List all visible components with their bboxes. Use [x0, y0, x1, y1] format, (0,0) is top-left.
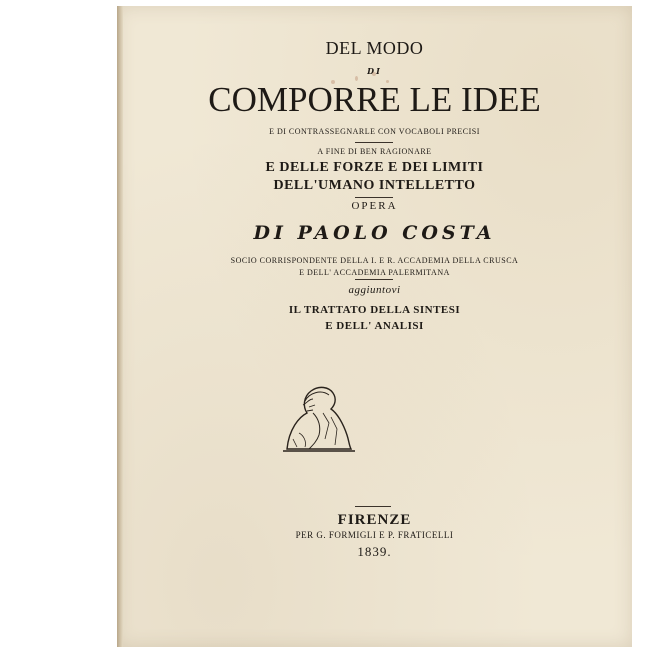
affiliation-line-1: SOCIO CORRISPONDENTE DELLA I. E R. ACCADEMIA DELLA CRUSCA	[230, 256, 519, 265]
aggiuntovi-label: aggiuntovi	[348, 284, 401, 296]
foxing-spot	[386, 80, 389, 83]
divider-rule	[355, 142, 393, 143]
foxing-spot	[372, 72, 376, 76]
dante-portrait-icon	[279, 383, 359, 455]
main-title: COMPORRE LE IDEE	[208, 80, 541, 119]
subtitle-line-1: E DI CONTRASSEGNARLE CON VOCABOLI PRECISI	[269, 127, 480, 136]
foxing-spot	[331, 80, 335, 84]
divider-rule	[355, 197, 393, 198]
subtitle-line-2: A FINE DI BEN RAGIONARE	[317, 147, 432, 156]
divider-rule	[355, 506, 391, 507]
foxing-spot	[355, 76, 358, 81]
supplement-line-2: E DELL' ANALISI	[325, 320, 424, 332]
title-line-1: DEL MODO	[325, 38, 424, 58]
opera-label: OPERA	[351, 200, 398, 212]
author-name: DI PAOLO COSTA	[253, 222, 496, 244]
imprint-printer: PER G. FORMIGLI E P. FRATICELLI	[295, 530, 454, 540]
affiliation-line-2: E DELL' ACCADEMIA PALERMITANA	[299, 268, 450, 277]
subtitle-line-3: E DELLE FORZE E DEI LIMITI	[265, 160, 484, 175]
supplement-line-1: IL TRATTATO DELLA SINTESI	[288, 304, 461, 316]
imprint-year: 1839.	[357, 544, 392, 559]
divider-rule	[355, 279, 393, 280]
subtitle-line-4: DELL'UMANO INTELLETTO	[273, 178, 476, 193]
title-line-2: DI	[367, 66, 382, 76]
imprint-city: FIRENZE	[337, 512, 412, 528]
